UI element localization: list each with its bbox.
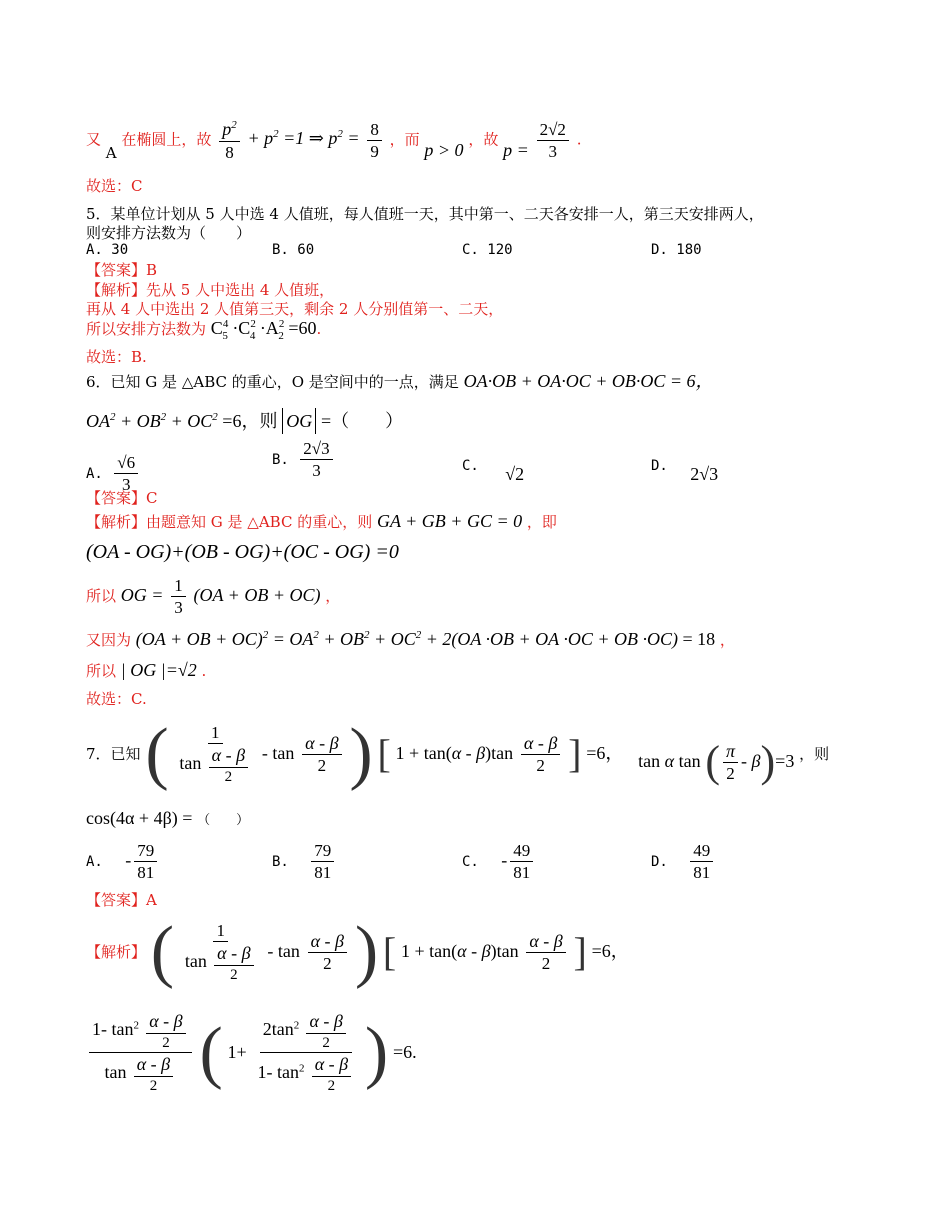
q6-analysis-2: (OA - OG)+(OB - OG)+(OC - OG) =0 xyxy=(86,541,399,563)
q7-option-d[interactable]: D. $\frac{49}{81}$ xyxy=(651,840,716,884)
q7-option-c[interactable]: C. - $\frac{49}{81}$ xyxy=(462,840,536,884)
q6-abs-og: OG xyxy=(282,408,316,434)
q7-answer: 【答案】A xyxy=(86,891,157,909)
q4-prefix: 又 xyxy=(86,130,102,149)
q5-answer: 【答案】B xyxy=(86,261,158,279)
q4-frac-2sqrt2-3: $\frac{2√2}{3}$ xyxy=(537,119,569,163)
q6-analysis-3: 所以 OG = $\frac{1}{3}$ (OA + OB + OC) ， xyxy=(86,576,341,618)
q6-option-b[interactable]: B. $\frac{2√3}{3}$ xyxy=(272,438,336,482)
q6-analysis-4: 又因为 (OA + OB + $OC)^2 = OA^2 + OB^2 + OC^2 + 2(OA \cdot OB$ + OA ·OC + OB ·OC) = 18 ， xyxy=(86,629,735,649)
q5-option-a[interactable]: A. 30 xyxy=(86,242,129,258)
q5-analysis-1: 【解析】先从 5 人中选出 4 人值班， xyxy=(86,281,335,299)
q4-period: . xyxy=(576,130,582,149)
q7-option-a[interactable]: A. - $\frac{79}{81}$ xyxy=(86,840,160,884)
q6-option-d[interactable]: D. 2√3 xyxy=(651,458,719,484)
q7-option-b[interactable]: B. $\frac{79}{81}$ xyxy=(272,840,337,884)
q5-question-line1: 5．某单位计划从 5 人中选 4 人值班，每人值班一天，其中第一、二天各安排一人，第三天安排两人， xyxy=(86,205,764,223)
q6-conclusion: 故选：C. xyxy=(86,690,147,708)
q5-option-b[interactable]: B. 60 xyxy=(272,242,315,258)
q6-analysis-1: 【解析】由题意知 G 是 △ABC 的重心，则 GA + GB + GC = 0 ，即 xyxy=(86,511,557,531)
q4-conclusion-line xyxy=(86,118,581,163)
q6-answer: 【答案】C xyxy=(86,489,158,507)
q5-question-line2: 则安排方法数为（ ） xyxy=(86,224,252,242)
q5-option-d[interactable]: D. 180 xyxy=(651,242,702,258)
q5-conclusion: 故选：B. xyxy=(86,348,147,366)
q7-question-line1: 7．已知 ( 1 tan $\frac{\alpha - \beta}{2}$ - tan $\frac{\alpha - \beta}{2}$ ) [ 1 + tan(α - β)tan $\frac{\alpha - \beta}{2}$ ] =6， tan α tan ( $\frac{\pi}{2}$ - β)=3 ，则 xyxy=(86,715,830,792)
q4-text-er: ，而 xyxy=(389,130,420,149)
q6-analysis-5: 所以 | OG |=√2 . xyxy=(86,660,207,680)
q5-analysis-2: 再从 4 人中选出 2 人值第三天，剩余 2 人分别值第一、二天， xyxy=(86,300,504,318)
q4-answer: 故选：C xyxy=(86,177,143,195)
q7-question-line2: cos(4α + 4β) = （ ） xyxy=(86,808,250,828)
q4-frac-p2-8: $\frac{p^2}{8}$ xyxy=(219,118,240,163)
q7-analysis-1: 【解析】 ( 1 tan $\frac{\alpha - \beta}{2}$ - tan $\frac{\alpha - \beta}{2}$ ) [ 1 + tan(α - β)tan $\frac{\alpha - \beta}{2}$ ] =6， xyxy=(86,913,629,990)
q4-point-a: A xyxy=(105,144,117,163)
q5-analysis-3: 所以安排方法数为 $C^4_5 \cdot C^2_4 \cdot A^2_2 =60$. xyxy=(86,318,322,342)
q4-text-gu: ，故 xyxy=(468,130,499,149)
q4-p-gt0: p > 0 xyxy=(424,140,464,161)
q6-option-c[interactable]: C. √2 xyxy=(462,458,525,484)
q4-text-mid: 在椭圆上，故 xyxy=(121,130,212,149)
q4-eq-part: + $p^2 =1$ ⇒ $p^2$ = xyxy=(247,128,360,149)
q6-question-line1: 6．已知 G 是 △ABC 的重心，O 是空间中的一点，满足 OA·OB + OA·OC + OB·OC = 6， xyxy=(86,371,714,391)
q4-frac-8-9: $\frac{8}{9}$ xyxy=(367,119,382,163)
q6-question-line2: $OA^2 + OB^2 + OC^2 =6$，则 OG =（ ） xyxy=(86,408,403,434)
q5-option-c[interactable]: C. 120 xyxy=(462,242,513,258)
q7-analysis-2: 1- $\tan^2$ $\frac{\alpha - \beta}{2}$ tan $\frac{\alpha - \beta}{2}$ ( 1+ $2\tan^2$ $\frac{\alpha - \beta}{2}$ 1- $\tan^2$ $\frac{\alpha - \beta}{2}$ ) =6. xyxy=(86,1010,417,1096)
q6-option-a[interactable]: A. $\frac{√6}{3}$ xyxy=(86,452,141,496)
q4-p-eq: p = xyxy=(503,140,529,161)
